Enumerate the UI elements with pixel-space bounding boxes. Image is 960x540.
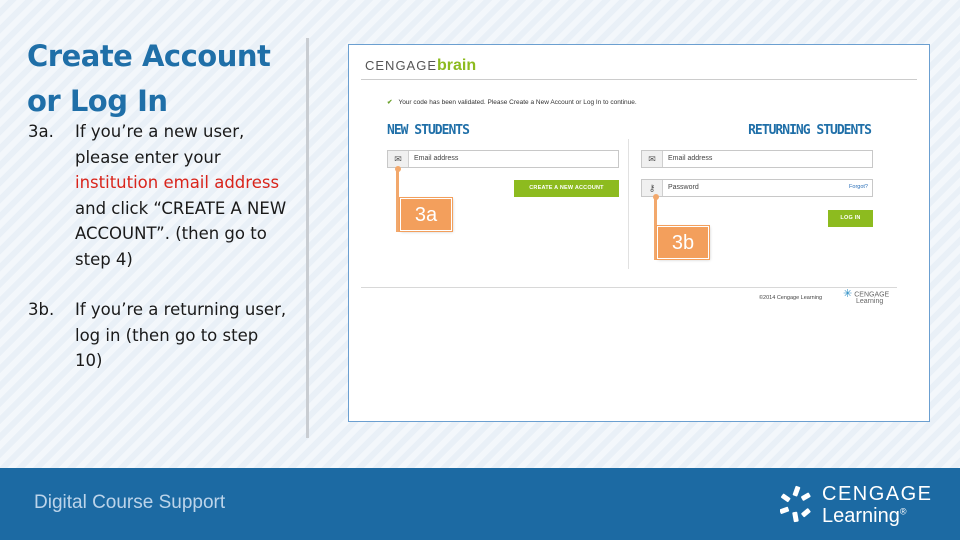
- footer-logo-word: Learning: [822, 505, 900, 527]
- callout-3a-dot: [395, 166, 401, 172]
- envelope-icon: ✉: [388, 151, 409, 167]
- title-line-2: or Log In: [27, 84, 168, 118]
- step-highlight: institution email address: [75, 173, 280, 192]
- log-in-button[interactable]: LOG IN: [828, 210, 873, 227]
- starburst-icon: [780, 484, 816, 524]
- footer-rule: [361, 287, 897, 288]
- step-text-end: and click “CREATE A NEW ACCOUNT”. (then go to step 4): [75, 198, 287, 269]
- forgot-password-link[interactable]: Forgot?: [849, 184, 868, 190]
- new-students-heading: NEW STUDENTS: [387, 123, 469, 138]
- validation-notice: [387, 98, 637, 106]
- step-list: [28, 119, 288, 374]
- returning-students-heading: RETURNING STUDENTS: [748, 123, 871, 138]
- footer-bar: [0, 468, 960, 540]
- header-rule: [361, 79, 917, 80]
- step-number: 3b.: [28, 300, 55, 319]
- footer-logo-line2: [822, 505, 906, 528]
- check-icon: ✔: [387, 99, 393, 106]
- cengagebrain-logo: [365, 57, 476, 75]
- envelope-icon: ✉: [642, 151, 663, 167]
- step-number: 3a.: [28, 122, 54, 141]
- step-text: If you’re a returning user, log in (then go to step 10): [75, 300, 287, 370]
- registered-mark: ®: [899, 506, 907, 517]
- create-account-button[interactable]: CREATE A NEW ACCOUNT: [514, 180, 619, 197]
- small-logo-line1: CENGAGE: [854, 291, 890, 299]
- login-screenshot: [348, 44, 930, 422]
- column-separator: [628, 139, 629, 269]
- step-text: If you’re a new user, please enter your: [75, 122, 245, 167]
- password-placeholder: Password: [668, 184, 699, 191]
- step-3b: [28, 297, 288, 374]
- key-icon: ⚷: [642, 180, 663, 196]
- callout-3a: 3a: [400, 198, 452, 231]
- new-email-input[interactable]: [387, 150, 619, 168]
- vertical-divider: [306, 38, 309, 438]
- logo-brain: brain: [437, 57, 477, 74]
- starburst-icon: ✳: [843, 288, 853, 300]
- cengage-learning-logo: [780, 482, 940, 528]
- title-line-1: Create Account: [27, 39, 271, 73]
- callout-3b: 3b: [657, 226, 709, 259]
- footer-text: Digital Course Support: [34, 492, 226, 513]
- cengage-learning-small-logo: [843, 288, 890, 306]
- logo-cengage: CENGAGE: [365, 58, 438, 73]
- returning-email-input[interactable]: [641, 150, 873, 168]
- slide-title: [27, 34, 307, 124]
- step-3a: [28, 119, 288, 272]
- footer-logo-line1: CENGAGE: [822, 483, 933, 505]
- returning-email-placeholder: Email address: [668, 155, 713, 162]
- callout-3a-pointer: [396, 168, 399, 232]
- new-email-placeholder: Email address: [414, 155, 459, 162]
- small-logo-line2: Learning: [856, 298, 884, 306]
- password-input[interactable]: [641, 179, 873, 197]
- copyright-text: ©2014 Cengage Learning: [759, 295, 823, 301]
- callout-3b-dot: [653, 194, 659, 200]
- notice-text: Your code has been validated. Please Create a New Account or Log In to continue.: [398, 99, 637, 106]
